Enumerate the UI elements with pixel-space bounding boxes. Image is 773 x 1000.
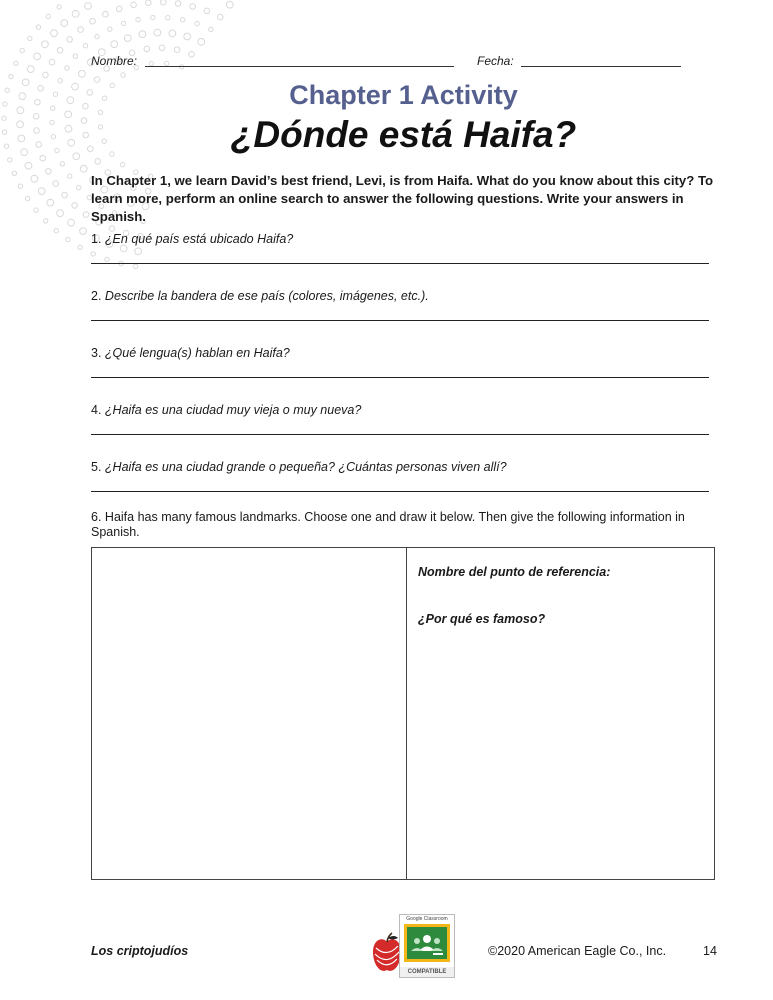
decorative-dot xyxy=(49,59,55,65)
question-number: 4. xyxy=(91,403,102,417)
question-prompt: Haifa has many famous landmarks. Choose one and draw it below. Then give the following information in Spanish. xyxy=(91,510,685,539)
decorative-dot xyxy=(121,21,125,25)
drawing-area[interactable] xyxy=(92,548,407,879)
question-3 xyxy=(91,345,709,361)
decorative-dot xyxy=(139,31,146,38)
decorative-dot xyxy=(83,44,87,48)
intro-paragraph: In Chapter 1, we learn David’s best friend, Levi, is from Haifa. What do you know about this city? To learn more, perform an online search to answer the following questions. Write your answers in Spanish. xyxy=(91,173,714,224)
decorative-dot xyxy=(44,219,48,223)
decorative-dot xyxy=(66,237,70,241)
decorative-dot xyxy=(38,188,45,195)
decorative-dot xyxy=(190,4,196,10)
decorative-dot xyxy=(105,257,109,261)
decorative-dot xyxy=(72,203,78,209)
question-prompt: ¿En qué país está ubicado Haifa? xyxy=(104,232,294,246)
decorative-dot xyxy=(78,27,84,33)
decorative-dot xyxy=(95,34,99,38)
decorative-dot xyxy=(195,21,199,25)
answer-line[interactable] xyxy=(91,434,709,435)
question-number: 2. xyxy=(91,289,102,303)
decorative-dot xyxy=(80,228,87,235)
decorative-dot xyxy=(46,169,52,175)
decorative-dot xyxy=(90,18,96,24)
decorative-dot xyxy=(95,159,101,165)
decorative-dot xyxy=(62,192,68,198)
decorative-dot xyxy=(61,20,68,27)
decorative-dot xyxy=(20,48,24,52)
decorative-dot xyxy=(169,30,176,37)
decorative-dot xyxy=(135,248,142,255)
decorative-dot xyxy=(14,61,18,65)
decorative-dot xyxy=(47,199,54,206)
decorative-dot xyxy=(144,46,150,52)
decorative-dot xyxy=(28,36,32,40)
decorative-dot xyxy=(9,74,13,78)
badge-bottom-text: COMPATIBLE xyxy=(400,967,454,977)
decorative-dot xyxy=(120,162,124,166)
decorative-dot xyxy=(25,162,32,169)
decorative-dot xyxy=(78,245,82,249)
page-number: 14 xyxy=(703,944,717,958)
decorative-dot xyxy=(26,196,30,200)
decorative-dot xyxy=(79,70,86,77)
answer-line[interactable] xyxy=(91,491,709,492)
decorative-dot xyxy=(34,53,41,60)
copyright-text: ©2020 American Eagle Co., Inc. xyxy=(488,944,667,958)
decorative-dot xyxy=(209,27,213,31)
badge-top-text: Google Classroom xyxy=(406,916,448,922)
landmark-name-label: Nombre del punto de referencia: xyxy=(418,565,611,579)
landmark-info-area[interactable] xyxy=(407,548,714,879)
decorative-dot xyxy=(18,184,22,188)
decorative-dot xyxy=(151,15,155,19)
question-number: 5. xyxy=(91,460,102,474)
question-text xyxy=(91,231,709,247)
question-prompt: Describe la bandera de ese país (colores, imágenes, etc.). xyxy=(104,289,429,303)
decorative-dot xyxy=(34,208,38,212)
question-text xyxy=(91,402,709,418)
chapter-title: Chapter 1 Activity xyxy=(289,80,518,110)
decorative-dot xyxy=(218,14,224,20)
decorative-dot xyxy=(51,30,58,37)
question-4 xyxy=(91,402,709,418)
decorative-dot xyxy=(111,41,118,48)
date-field[interactable] xyxy=(521,66,681,67)
question-number: 6. xyxy=(91,510,102,524)
decorative-dot xyxy=(83,212,89,218)
decorative-dot xyxy=(27,66,34,73)
decorative-dot xyxy=(80,165,87,172)
decorative-dot xyxy=(121,73,125,77)
decorative-dot xyxy=(85,3,92,10)
decorative-dot xyxy=(72,11,79,18)
decorative-dot xyxy=(160,0,166,5)
decorative-dot xyxy=(40,155,46,161)
name-label: Nombre: xyxy=(91,54,138,68)
google-classroom-badge xyxy=(399,914,455,978)
decorative-dot xyxy=(154,29,161,36)
question-number: 3. xyxy=(91,346,102,360)
header-fields xyxy=(91,52,683,72)
book-title: Los criptojudíos xyxy=(91,944,189,958)
decorative-dot xyxy=(116,6,122,12)
question-text xyxy=(91,459,709,475)
decorative-dot xyxy=(46,14,50,18)
decorative-dot xyxy=(175,1,181,7)
decorative-dot xyxy=(131,2,137,8)
question-prompt: ¿Haifa es una ciudad muy vieja o muy nueva? xyxy=(104,403,362,417)
decorative-dot xyxy=(166,16,170,20)
decorative-dot xyxy=(108,27,112,31)
answer-line[interactable] xyxy=(91,377,709,378)
decorative-dot xyxy=(73,54,77,58)
decorative-dot xyxy=(136,17,140,21)
decorative-dot xyxy=(77,185,81,189)
decorative-dot xyxy=(12,171,16,175)
decorative-dot xyxy=(226,1,233,8)
decorative-dot xyxy=(91,252,95,256)
decorative-dot xyxy=(198,38,205,45)
decorative-dot xyxy=(54,229,58,233)
decorative-dot xyxy=(124,35,131,42)
classroom-board-icon xyxy=(404,924,450,962)
decorative-dot xyxy=(204,8,210,14)
decorative-dot xyxy=(8,158,12,162)
decorative-dot xyxy=(68,219,75,226)
answer-line[interactable] xyxy=(91,263,709,264)
decorative-dot xyxy=(42,41,49,48)
answer-line[interactable] xyxy=(91,320,709,321)
question-prompt: ¿Haifa es una ciudad grande o pequeña? ¿Cuántas personas viven allí? xyxy=(104,460,507,474)
decorative-dot xyxy=(133,264,137,268)
decorative-dot xyxy=(57,5,61,9)
decorative-dot xyxy=(57,210,64,217)
decorative-dot xyxy=(65,66,69,70)
decorative-dot xyxy=(43,72,49,78)
question-text xyxy=(91,288,709,304)
landmark-table xyxy=(91,547,715,880)
question-number: 1. xyxy=(91,232,102,246)
page-title: ¿Dónde está Haifa? xyxy=(230,114,577,155)
decorative-dot xyxy=(67,37,73,43)
decorative-dot xyxy=(184,33,191,40)
decorative-dot xyxy=(68,174,72,178)
question-2 xyxy=(91,288,709,304)
decorative-dot xyxy=(60,162,64,166)
name-field[interactable] xyxy=(145,66,454,67)
question-5 xyxy=(91,459,709,475)
question-prompt: ¿Qué lengua(s) hablan en Haifa? xyxy=(104,346,290,360)
decorative-dot xyxy=(159,45,165,51)
question-6 xyxy=(91,510,711,540)
decorative-dot xyxy=(181,18,185,22)
decorative-dot xyxy=(31,175,38,182)
classroom-people-icon xyxy=(407,927,447,959)
question-text xyxy=(91,345,709,361)
decorative-dot xyxy=(103,11,109,17)
decorative-dot xyxy=(53,181,59,187)
publisher-logos xyxy=(370,912,456,978)
question-1 xyxy=(91,231,709,247)
decorative-dot xyxy=(36,25,40,29)
decorative-dot xyxy=(146,0,152,6)
date-label: Fecha: xyxy=(477,54,514,68)
landmark-why-label: ¿Por qué es famoso? xyxy=(418,612,546,626)
decorative-dot xyxy=(57,48,63,54)
